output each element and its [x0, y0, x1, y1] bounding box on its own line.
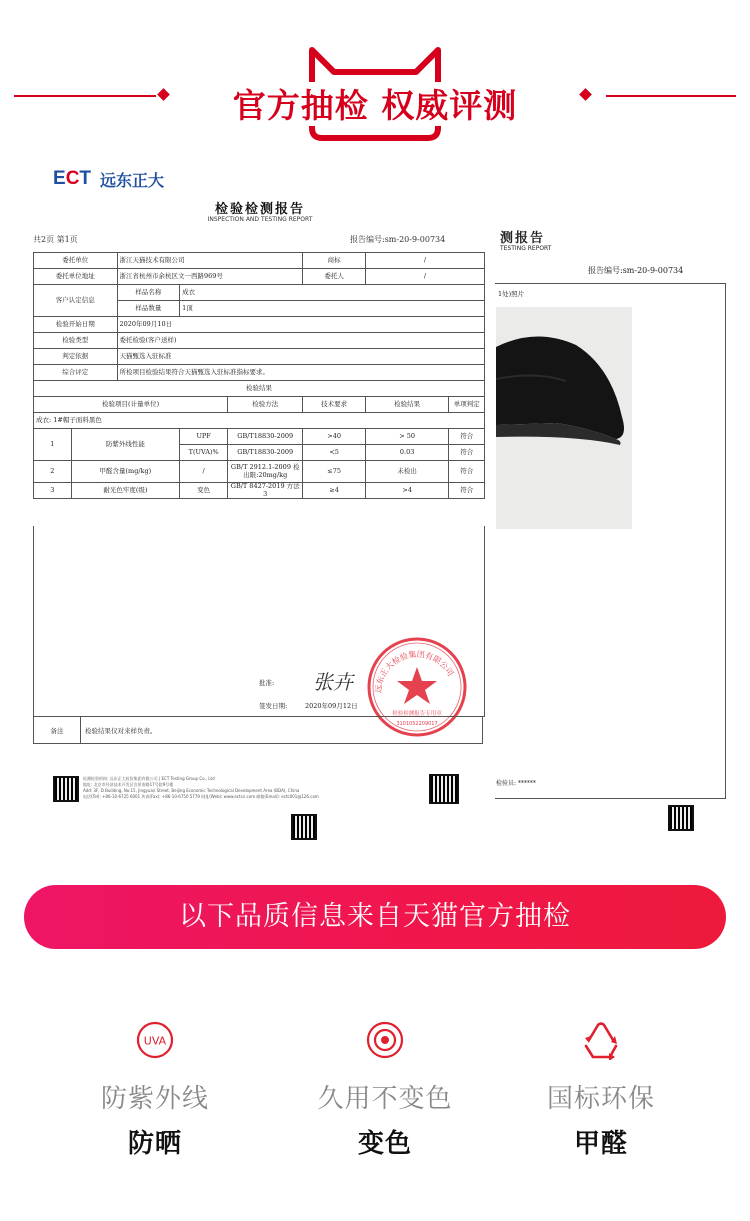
results-heading: 检验结果	[34, 381, 485, 397]
item-sub: 变色	[180, 483, 228, 499]
recycle-icon	[581, 1020, 621, 1060]
photo-label: 1处)照片	[498, 290, 525, 298]
feature-uv	[55, 1020, 255, 1160]
seal-number: 3101052209017	[396, 721, 438, 727]
item-requirement: <5	[303, 445, 366, 461]
report-page-1	[25, 160, 495, 840]
sample-name-label: 样品名称	[117, 285, 180, 301]
item-sub: UPF	[180, 429, 228, 445]
col-requirement: 技术要求	[303, 397, 366, 413]
table-row	[34, 461, 485, 483]
seal-sub: 检验检测报告专用章	[392, 711, 442, 717]
report-number: 报告编号:sm-20-9-00734	[350, 235, 446, 244]
item-sub: T(UVA)%	[180, 445, 228, 461]
item-requirement: >40	[303, 429, 366, 445]
item-name: 耐光色牢度(级)	[71, 483, 180, 499]
item-judgement: 符合	[449, 445, 485, 461]
target-icon	[365, 1020, 405, 1060]
qr-code-icon	[429, 774, 459, 804]
feature-value: 变色	[357, 1129, 412, 1159]
table-row	[34, 381, 485, 397]
address-value: 浙江省杭州市余杭区文一西路969号	[117, 269, 303, 285]
table-row	[34, 483, 485, 499]
basis-value: 天猫甄选入驻标准	[117, 349, 485, 365]
item-result: 未检出	[365, 461, 449, 483]
report-page-2-number: 报告编号:sm-20-9-00734	[588, 266, 684, 275]
item-sub: /	[180, 461, 228, 483]
item-name: 甲醛含量(mg/kg)	[71, 461, 180, 483]
header-right-line	[606, 95, 736, 97]
col-item: 检验项目(计量单位)	[34, 397, 228, 413]
page-title: 官方抽检 权威评测	[232, 86, 518, 125]
table-row	[34, 333, 485, 349]
feature-color	[285, 1020, 485, 1160]
report-subtitle: INSPECTION AND TESTING REPORT	[207, 216, 313, 223]
item-no: 2	[34, 461, 72, 483]
sample-qty-value: 1顶	[180, 301, 485, 317]
item-method: GB/T 2912.1-2009 检出限:20mg/kg	[228, 461, 303, 483]
table-row	[34, 429, 485, 445]
test-type-label: 检验类型	[34, 333, 118, 349]
table-row	[34, 365, 485, 381]
feature-value: 甲醛	[573, 1129, 628, 1159]
footer-line-3: Add: 3F, D Building, No.15, Jingyuan Street, Beijing Economic Technological Development Area (BDA), China	[83, 788, 300, 793]
item-no: 3	[34, 483, 72, 499]
sample-qty-label: 样品数量	[117, 301, 180, 317]
issue-date: 2020年09月12日	[305, 702, 358, 710]
footer-line-2: 地址: 北京市经济技术开发区宣景南路17号院9号楼	[83, 782, 174, 787]
hat-image	[496, 307, 632, 529]
page-info: 共2页 第1页	[33, 235, 78, 244]
footer-text	[83, 776, 373, 800]
address-label: 委托单位地址	[34, 269, 118, 285]
report-page-2-subtitle: TESTING REPORT	[500, 245, 552, 252]
qr-code-icon	[53, 776, 79, 802]
item-requirement: ≤75	[303, 461, 366, 483]
col-judgement: 单项判定	[449, 397, 485, 413]
basis-label: 判定依据	[34, 349, 118, 365]
item-requirement: ≥4	[303, 483, 366, 499]
table-row	[34, 253, 485, 269]
table-row	[34, 413, 485, 429]
inspector-label: 检验员: ******	[496, 780, 536, 787]
start-date-value: 2020年09月10日	[117, 317, 485, 333]
client-person-label: 委托人	[303, 269, 366, 285]
sample-line: 成衣: 1#帽子面料黑色	[34, 413, 485, 429]
table-row	[34, 349, 485, 365]
col-method: 检验方法	[228, 397, 303, 413]
item-method: GB/T18830-2009	[228, 429, 303, 445]
seal-text: 远东正大检验集团有限公司	[373, 649, 456, 694]
table-row	[34, 269, 485, 285]
header-right-diamond	[579, 88, 592, 101]
item-method: GB/T 8427-2019 方法3	[228, 483, 303, 499]
feature-eco	[501, 1020, 701, 1160]
client-person-value: /	[365, 269, 484, 285]
ect-logo-cn: 远东正大	[100, 171, 165, 190]
feature-label: 国标环保	[546, 1084, 655, 1114]
col-result: 检验结果	[365, 397, 449, 413]
item-name: 防紫外线性能	[71, 429, 180, 461]
hat-photo	[496, 307, 632, 529]
qr-code-icon	[291, 814, 317, 840]
quality-info-banner: 以下品质信息来自天猫官方抽检	[24, 885, 726, 949]
report-page-2-title: 测报告	[500, 231, 546, 246]
table-row	[34, 717, 483, 744]
item-result: > 50	[365, 429, 449, 445]
approver-signature: 张卉	[313, 670, 353, 694]
table-row	[34, 285, 485, 301]
sample-name-value: 成衣	[180, 285, 485, 301]
uva-icon-text: UVA	[143, 1034, 167, 1048]
item-judgement: 符合	[449, 461, 485, 483]
ect-logo	[53, 168, 91, 190]
footer-line-1: 检测检验机构: 远东正大检验集团有限公司 | ECT Testing Group Co., Ltd	[83, 776, 215, 781]
issue-date-label: 签发日期:	[259, 702, 288, 710]
start-date-label: 检验开始日期	[34, 317, 118, 333]
sample-group-label: 客户认定信息	[34, 285, 118, 317]
brand-value: /	[365, 253, 484, 269]
item-judgement: 符合	[449, 483, 485, 499]
brand-label: 商标	[303, 253, 366, 269]
remark-table	[33, 716, 483, 744]
approver-label: 批准:	[259, 679, 275, 687]
header-left-diamond	[157, 88, 170, 101]
table-header-row	[34, 397, 485, 413]
remark-value: 检验结果仅对来样负责。	[81, 717, 483, 744]
overall-value: 所检项目检验结果符合天猫甄选入驻标准指标要求。	[117, 365, 485, 381]
item-judgement: 符合	[449, 429, 485, 445]
header-left-line	[14, 95, 156, 97]
footer-line-4: 电话(Tel): +86-10-6725 6001 传真(Fax): +86-10-6750 5779 网址(Web): www.ectcn.com 邮箱(Email): ectc001@126.com	[83, 794, 319, 799]
feature-value: 防晒	[127, 1129, 182, 1159]
feature-label: 防紫外线	[100, 1084, 209, 1114]
qr-code-icon	[668, 805, 694, 831]
feature-label: 久用不变色	[317, 1084, 453, 1114]
report-page-2	[486, 215, 732, 855]
uva-icon	[135, 1020, 175, 1060]
table-row	[34, 317, 485, 333]
client-label: 委托单位	[34, 253, 118, 269]
item-result: 0.03	[365, 445, 449, 461]
test-type-value: 委托检验(客户送样)	[117, 333, 485, 349]
item-result: >4	[365, 483, 449, 499]
report-table	[33, 252, 485, 499]
item-no: 1	[34, 429, 72, 461]
item-method: GB/T18830-2009	[228, 445, 303, 461]
client-value: 浙江天猫技术有限公司	[117, 253, 303, 269]
remark-label: 备注	[34, 717, 81, 744]
report-title: 检验检测报告	[214, 202, 305, 217]
overall-label: 综合评定	[34, 365, 118, 381]
logo-en: ECT	[53, 168, 92, 189]
